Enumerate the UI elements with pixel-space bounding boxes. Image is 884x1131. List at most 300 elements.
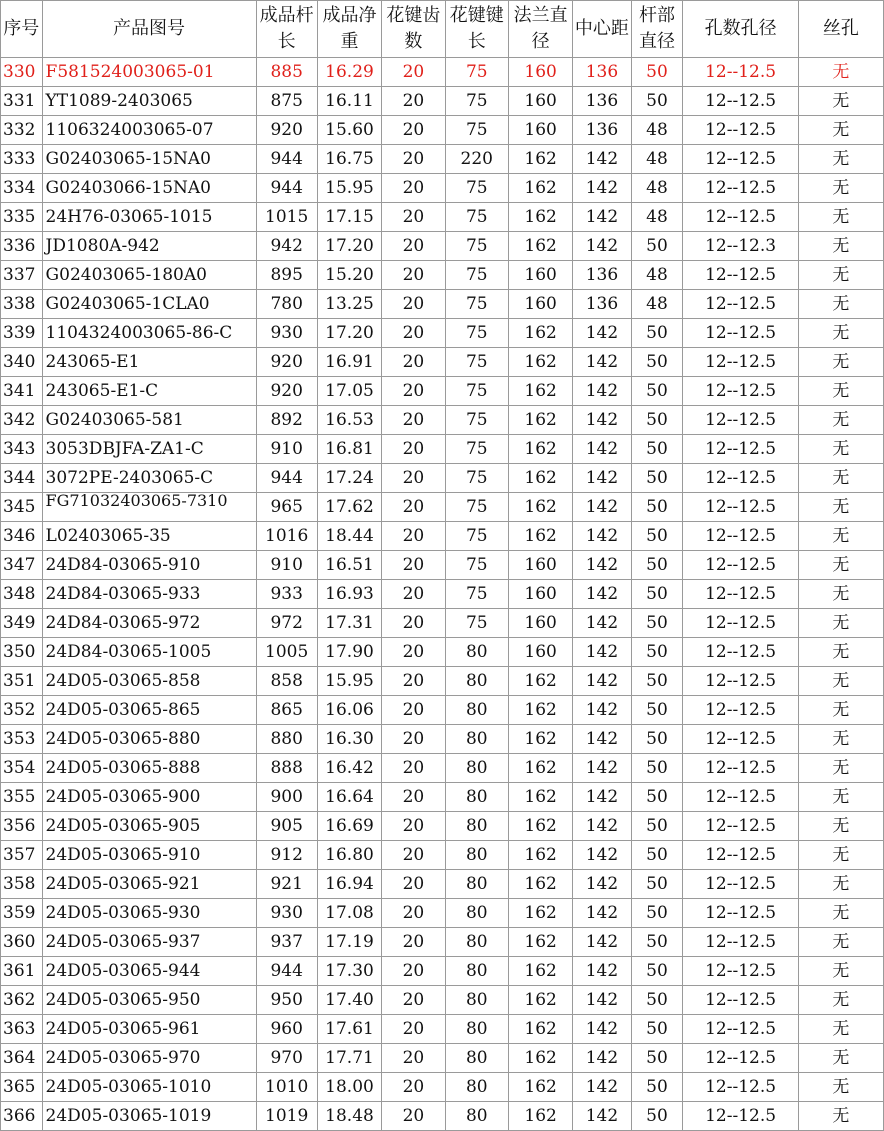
cell-wire-hole: 无 [798,522,883,551]
cell-wire-hole: 无 [798,725,883,754]
cell-wire-hole: 无 [798,174,883,203]
cell-flange-diameter: 162 [508,986,572,1015]
cell-center-distance: 142 [573,232,631,261]
cell-center-distance: 142 [573,551,631,580]
cell-net-weight: 16.81 [317,435,381,464]
cell-rod-diameter: 50 [631,1044,683,1073]
table-row [1,870,884,899]
cell-wire-hole: 无 [798,899,883,928]
table-row [1,609,884,638]
cell-hole-spec: 12--12.5 [683,841,798,870]
cell-rod-diameter: 50 [631,1015,683,1044]
cell-model: 24D84-03065-910 [42,551,256,580]
cell-spline-teeth: 20 [382,522,445,551]
cell-wire-hole: 无 [798,87,883,116]
cell-spline-length: 80 [445,1015,508,1044]
cell-spline-length: 75 [445,58,508,87]
cell-flange-diameter: 160 [508,290,572,319]
cell-flange-diameter: 162 [508,174,572,203]
cell-wire-hole: 无 [798,232,883,261]
cell-model: L02403065-35 [42,522,256,551]
cell-center-distance: 142 [573,406,631,435]
table-body [1,58,884,1131]
cell-rod-diameter: 50 [631,435,683,464]
cell-model: 1104324003065-86-C [42,319,256,348]
cell-hole-spec: 12--12.5 [683,174,798,203]
cell-rod-diameter: 50 [631,667,683,696]
cell-rod-diameter: 48 [631,174,683,203]
cell-seq: 338 [1,290,43,319]
cell-spline-length: 75 [445,406,508,435]
cell-center-distance: 142 [573,203,631,232]
cell-spline-length: 75 [445,435,508,464]
cell-center-distance: 142 [573,841,631,870]
cell-seq: 351 [1,667,43,696]
cell-net-weight: 16.06 [317,696,381,725]
cell-seq: 350 [1,638,43,667]
cell-spline-teeth: 20 [382,638,445,667]
cell-seq: 353 [1,725,43,754]
cell-hole-spec: 12--12.5 [683,957,798,986]
header-spline-length: 花键键长 [445,1,508,58]
cell-spline-teeth: 20 [382,551,445,580]
cell-spline-length: 75 [445,116,508,145]
cell-center-distance: 142 [573,754,631,783]
cell-flange-diameter: 162 [508,754,572,783]
cell-spline-length: 80 [445,638,508,667]
cell-net-weight: 17.90 [317,638,381,667]
cell-hole-spec: 12--12.5 [683,87,798,116]
cell-hole-spec: 12--12.5 [683,638,798,667]
cell-rod-length: 970 [256,1044,317,1073]
cell-rod-length: 944 [256,957,317,986]
cell-net-weight: 15.20 [317,261,381,290]
cell-seq: 357 [1,841,43,870]
cell-net-weight: 16.75 [317,145,381,174]
cell-hole-spec: 12--12.5 [683,203,798,232]
cell-center-distance: 142 [573,870,631,899]
cell-hole-spec: 12--12.5 [683,551,798,580]
table-row [1,116,884,145]
cell-spline-teeth: 20 [382,406,445,435]
cell-rod-diameter: 50 [631,377,683,406]
cell-model: 24D05-03065-944 [42,957,256,986]
cell-flange-diameter: 162 [508,783,572,812]
cell-rod-length: 921 [256,870,317,899]
cell-rod-diameter: 50 [631,348,683,377]
cell-rod-diameter: 50 [631,522,683,551]
table-row [1,87,884,116]
cell-rod-diameter: 50 [631,406,683,435]
header-hole-spec: 孔数孔径 [683,1,798,58]
cell-center-distance: 142 [573,899,631,928]
cell-rod-diameter: 50 [631,957,683,986]
cell-spline-length: 75 [445,464,508,493]
cell-rod-diameter: 48 [631,290,683,319]
cell-flange-diameter: 162 [508,812,572,841]
cell-spline-teeth: 20 [382,696,445,725]
cell-model: 24D05-03065-910 [42,841,256,870]
cell-hole-spec: 12--12.5 [683,290,798,319]
cell-flange-diameter: 160 [508,580,572,609]
cell-net-weight: 15.95 [317,174,381,203]
cell-wire-hole: 无 [798,696,883,725]
cell-wire-hole: 无 [798,145,883,174]
header-center-distance: 中心距 [573,1,631,58]
cell-rod-length: 910 [256,435,317,464]
cell-hole-spec: 12--12.5 [683,580,798,609]
table-row [1,841,884,870]
cell-rod-diameter: 50 [631,841,683,870]
cell-center-distance: 142 [573,725,631,754]
cell-spline-length: 80 [445,812,508,841]
cell-wire-hole: 无 [798,1073,883,1102]
cell-hole-spec: 12--12.5 [683,812,798,841]
cell-seq: 333 [1,145,43,174]
cell-rod-length: 933 [256,580,317,609]
cell-rod-length: 950 [256,986,317,1015]
cell-flange-diameter: 162 [508,203,572,232]
cell-net-weight: 16.29 [317,58,381,87]
table-row [1,319,884,348]
cell-seq: 342 [1,406,43,435]
cell-wire-hole: 无 [798,493,883,522]
cell-net-weight: 13.25 [317,290,381,319]
cell-model: 24D05-03065-865 [42,696,256,725]
cell-flange-diameter: 160 [508,261,572,290]
cell-spline-length: 80 [445,1102,508,1131]
header-rod-diameter: 杆部直径 [631,1,683,58]
cell-net-weight: 17.19 [317,928,381,957]
cell-rod-length: 920 [256,348,317,377]
cell-flange-diameter: 162 [508,232,572,261]
cell-center-distance: 142 [573,783,631,812]
cell-rod-length: 892 [256,406,317,435]
cell-flange-diameter: 162 [508,870,572,899]
cell-net-weight: 16.64 [317,783,381,812]
cell-wire-hole: 无 [798,290,883,319]
cell-net-weight: 17.71 [317,1044,381,1073]
cell-model: 3072PE-2403065-C [42,464,256,493]
cell-rod-length: 930 [256,899,317,928]
cell-hole-spec: 12--12.5 [683,725,798,754]
cell-net-weight: 16.69 [317,812,381,841]
cell-net-weight: 16.94 [317,870,381,899]
cell-wire-hole: 无 [798,203,883,232]
cell-hole-spec: 12--12.5 [683,377,798,406]
cell-center-distance: 142 [573,493,631,522]
cell-seq: 341 [1,377,43,406]
cell-spline-teeth: 20 [382,203,445,232]
cell-spline-teeth: 20 [382,1073,445,1102]
cell-model: 24D84-03065-933 [42,580,256,609]
cell-flange-diameter: 162 [508,899,572,928]
cell-flange-diameter: 162 [508,725,572,754]
cell-spline-length: 80 [445,667,508,696]
cell-net-weight: 17.62 [317,493,381,522]
cell-spline-length: 80 [445,1073,508,1102]
cell-wire-hole: 无 [798,812,883,841]
cell-hole-spec: 12--12.5 [683,58,798,87]
cell-flange-diameter: 162 [508,319,572,348]
cell-spline-length: 75 [445,522,508,551]
cell-rod-length: 875 [256,87,317,116]
cell-rod-length: 942 [256,232,317,261]
cell-net-weight: 16.80 [317,841,381,870]
table-row [1,1044,884,1073]
cell-flange-diameter: 162 [508,928,572,957]
cell-rod-diameter: 48 [631,261,683,290]
cell-net-weight: 17.40 [317,986,381,1015]
cell-hole-spec: 12--12.5 [683,319,798,348]
cell-flange-diameter: 162 [508,464,572,493]
cell-center-distance: 142 [573,145,631,174]
cell-seq: 356 [1,812,43,841]
cell-rod-diameter: 50 [631,1073,683,1102]
cell-seq: 358 [1,870,43,899]
header-net-weight: 成品净重 [317,1,381,58]
cell-spline-teeth: 20 [382,841,445,870]
cell-hole-spec: 12--12.5 [683,116,798,145]
cell-hole-spec: 12--12.5 [683,348,798,377]
cell-seq: 352 [1,696,43,725]
cell-spline-teeth: 20 [382,986,445,1015]
cell-spline-length: 75 [445,87,508,116]
cell-wire-hole: 无 [798,348,883,377]
cell-wire-hole: 无 [798,580,883,609]
cell-rod-diameter: 50 [631,319,683,348]
cell-rod-length: 1016 [256,522,317,551]
cell-model: 24D05-03065-905 [42,812,256,841]
cell-flange-diameter: 162 [508,493,572,522]
cell-spline-length: 80 [445,986,508,1015]
cell-wire-hole: 无 [798,986,883,1015]
cell-center-distance: 142 [573,812,631,841]
cell-model: 24D05-03065-858 [42,667,256,696]
cell-spline-length: 80 [445,725,508,754]
cell-wire-hole: 无 [798,1102,883,1131]
cell-wire-hole: 无 [798,435,883,464]
cell-hole-spec: 12--12.5 [683,464,798,493]
cell-seq: 339 [1,319,43,348]
table-row [1,580,884,609]
cell-seq: 346 [1,522,43,551]
cell-hole-spec: 12--12.5 [683,928,798,957]
cell-rod-diameter: 50 [631,783,683,812]
table-row [1,725,884,754]
cell-net-weight: 17.31 [317,609,381,638]
cell-rod-length: 780 [256,290,317,319]
cell-model: 24D05-03065-1019 [42,1102,256,1131]
cell-net-weight: 18.48 [317,1102,381,1131]
cell-model: 24D05-03065-937 [42,928,256,957]
cell-spline-teeth: 20 [382,1102,445,1131]
cell-spline-length: 75 [445,580,508,609]
cell-net-weight: 17.20 [317,319,381,348]
table-row [1,348,884,377]
cell-center-distance: 136 [573,290,631,319]
cell-net-weight: 17.30 [317,957,381,986]
cell-flange-diameter: 162 [508,1044,572,1073]
cell-spline-length: 75 [445,493,508,522]
cell-rod-length: 920 [256,377,317,406]
cell-model: 24D05-03065-1010 [42,1073,256,1102]
cell-spline-teeth: 20 [382,957,445,986]
cell-center-distance: 136 [573,261,631,290]
cell-center-distance: 142 [573,1073,631,1102]
cell-rod-diameter: 50 [631,609,683,638]
cell-spline-length: 75 [445,174,508,203]
cell-rod-length: 944 [256,174,317,203]
cell-hole-spec: 12--12.5 [683,754,798,783]
cell-hole-spec: 12--12.5 [683,1044,798,1073]
cell-spline-teeth: 20 [382,1044,445,1073]
table-row [1,928,884,957]
cell-model: G02403065-581 [42,406,256,435]
cell-spline-teeth: 20 [382,667,445,696]
cell-rod-diameter: 50 [631,1102,683,1131]
cell-seq: 364 [1,1044,43,1073]
cell-seq: 360 [1,928,43,957]
cell-spline-teeth: 20 [382,174,445,203]
cell-model: 24D05-03065-921 [42,870,256,899]
cell-spline-teeth: 20 [382,435,445,464]
cell-spline-teeth: 20 [382,725,445,754]
cell-hole-spec: 12--12.5 [683,667,798,696]
cell-rod-diameter: 50 [631,754,683,783]
cell-net-weight: 17.24 [317,464,381,493]
cell-wire-hole: 无 [798,1044,883,1073]
cell-wire-hole: 无 [798,928,883,957]
cell-net-weight: 18.44 [317,522,381,551]
cell-seq: 340 [1,348,43,377]
cell-spline-length: 80 [445,870,508,899]
cell-rod-length: 972 [256,609,317,638]
cell-model: G02403065-15NA0 [42,145,256,174]
cell-net-weight: 17.61 [317,1015,381,1044]
cell-spline-teeth: 20 [382,58,445,87]
table-row [1,261,884,290]
table-row [1,174,884,203]
cell-seq: 362 [1,986,43,1015]
cell-hole-spec: 12--12.5 [683,406,798,435]
cell-spline-teeth: 20 [382,116,445,145]
table-row [1,783,884,812]
cell-hole-spec: 12--12.5 [683,870,798,899]
cell-model: 24D05-03065-950 [42,986,256,1015]
cell-hole-spec: 12--12.5 [683,1073,798,1102]
cell-flange-diameter: 162 [508,841,572,870]
cell-flange-diameter: 162 [508,377,572,406]
cell-center-distance: 142 [573,580,631,609]
table-row [1,145,884,174]
cell-rod-diameter: 50 [631,232,683,261]
cell-model: FG71032403065-7310 [42,493,256,522]
cell-seq: 336 [1,232,43,261]
cell-flange-diameter: 162 [508,696,572,725]
cell-net-weight: 18.00 [317,1073,381,1102]
cell-rod-length: 930 [256,319,317,348]
cell-rod-length: 895 [256,261,317,290]
cell-wire-hole: 无 [798,551,883,580]
cell-spline-length: 75 [445,290,508,319]
cell-seq: 332 [1,116,43,145]
cell-hole-spec: 12--12.5 [683,696,798,725]
cell-flange-diameter: 160 [508,609,572,638]
cell-seq: 337 [1,261,43,290]
cell-rod-diameter: 50 [631,986,683,1015]
cell-model: 24H76-03065-1015 [42,203,256,232]
cell-seq: 335 [1,203,43,232]
table-row [1,754,884,783]
cell-spline-teeth: 20 [382,261,445,290]
cell-spline-teeth: 20 [382,319,445,348]
cell-rod-length: 944 [256,145,317,174]
header-wire-hole: 丝孔 [798,1,883,58]
cell-center-distance: 142 [573,174,631,203]
cell-net-weight: 17.15 [317,203,381,232]
cell-model: YT1089-2403065 [42,87,256,116]
cell-spline-teeth: 20 [382,899,445,928]
table-row [1,435,884,464]
cell-spline-length: 75 [445,377,508,406]
table-row [1,957,884,986]
table-row [1,638,884,667]
cell-seq: 366 [1,1102,43,1131]
cell-net-weight: 16.93 [317,580,381,609]
cell-spline-teeth: 20 [382,812,445,841]
cell-hole-spec: 12--12.5 [683,1102,798,1131]
header-seq: 序号 [1,1,43,58]
header-row [1,1,884,58]
cell-center-distance: 142 [573,957,631,986]
table-row [1,899,884,928]
cell-spline-length: 80 [445,783,508,812]
cell-spline-length: 80 [445,957,508,986]
cell-spline-teeth: 20 [382,145,445,174]
cell-net-weight: 16.53 [317,406,381,435]
cell-flange-diameter: 162 [508,1073,572,1102]
cell-hole-spec: 12--12.5 [683,261,798,290]
cell-rod-length: 880 [256,725,317,754]
cell-hole-spec: 12--12.5 [683,986,798,1015]
cell-spline-length: 75 [445,348,508,377]
cell-rod-length: 1019 [256,1102,317,1131]
cell-spline-length: 80 [445,928,508,957]
cell-spline-teeth: 20 [382,1015,445,1044]
cell-wire-hole: 无 [798,116,883,145]
cell-seq: 330 [1,58,43,87]
cell-flange-diameter: 160 [508,116,572,145]
cell-hole-spec: 12--12.5 [683,1015,798,1044]
cell-flange-diameter: 162 [508,145,572,174]
cell-rod-length: 912 [256,841,317,870]
cell-seq: 349 [1,609,43,638]
cell-center-distance: 136 [573,58,631,87]
table-row [1,696,884,725]
cell-rod-length: 900 [256,783,317,812]
cell-seq: 359 [1,899,43,928]
cell-spline-teeth: 20 [382,290,445,319]
cell-center-distance: 142 [573,319,631,348]
cell-model: 3053DBJFA-ZA1-C [42,435,256,464]
table-row [1,522,884,551]
cell-model: F581524003065-01 [42,58,256,87]
cell-wire-hole: 无 [798,754,883,783]
cell-spline-teeth: 20 [382,783,445,812]
cell-center-distance: 142 [573,1102,631,1131]
cell-seq: 361 [1,957,43,986]
